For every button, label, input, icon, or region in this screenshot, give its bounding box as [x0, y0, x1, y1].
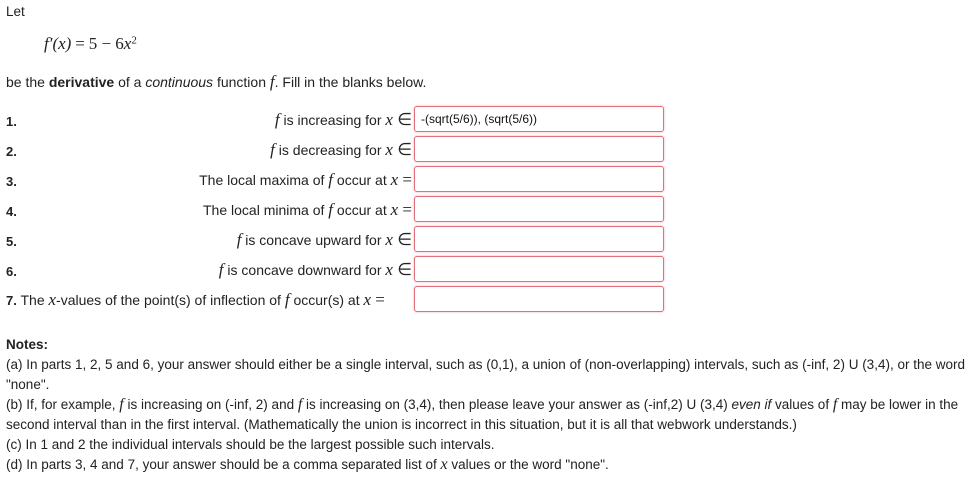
question-label: is decreasing for: [274, 142, 386, 158]
f-symbol: f: [274, 110, 280, 129]
formula-equals: =: [75, 34, 85, 53]
instr-derivative: derivative: [48, 74, 115, 90]
question-number: 3.: [6, 174, 17, 189]
question-label: occur at: [333, 202, 391, 218]
question-prefix: The local minima of: [203, 202, 329, 218]
question-number: 5.: [6, 234, 17, 249]
equals-symbol: =: [398, 170, 412, 189]
note-b-text: (b) If, for example,: [6, 397, 120, 412]
notes-section: [6, 335, 966, 475]
answer-input-4[interactable]: [414, 196, 664, 222]
formula-rhs-exponent: 2: [131, 34, 137, 47]
note-b: [6, 395, 966, 435]
note-b-text: may be lower in the second interval than in the first interval. (Mathematically the union is incorrect in this situation, but it is all that webwork understands.): [6, 397, 959, 432]
instr-continuous: continuous: [145, 74, 214, 90]
question-number: 7.: [6, 293, 17, 308]
formula-rhs-x: x: [123, 34, 132, 53]
question-label: occur(s) at: [289, 292, 364, 308]
answer-input-2[interactable]: [414, 136, 664, 162]
x-symbol: x: [390, 170, 399, 189]
element-of-symbol: ∈: [392, 140, 412, 159]
question-number: 4.: [6, 204, 17, 219]
answer-input-3[interactable]: [414, 166, 664, 192]
formula-lhs: f′(x): [44, 34, 72, 53]
f-symbol: f: [236, 230, 242, 249]
question-7-text: [6, 290, 385, 310]
x-symbol: x: [385, 110, 393, 129]
element-of-symbol: ∈: [392, 260, 412, 279]
x-symbol: x: [48, 290, 57, 309]
f-symbol: f: [328, 170, 334, 189]
formula-rhs-constant: 5 − 6: [88, 34, 124, 53]
note-b-emphasis: even if: [731, 397, 772, 412]
question-number: 6.: [6, 264, 17, 279]
x-symbol: x: [385, 230, 393, 249]
instr-post: . Fill in the blanks below.: [274, 74, 427, 90]
question-label: is concave upward for: [241, 232, 386, 248]
element-of-symbol: ∈: [392, 110, 412, 129]
note-b-text: is increasing on (3,4), then please leave your answer as (-inf,2) U (3,4): [302, 397, 732, 412]
f-symbol: f: [119, 396, 124, 413]
f-symbol: f: [297, 396, 303, 413]
note-d-text: (d) In parts 3, 4 and 7, your answer should be a comma separated list of: [6, 457, 441, 472]
x-symbol: x: [385, 140, 393, 159]
note-a: (a) In parts 1, 2, 5 and 6, your answer should either be a single interval, such as (0,1), a union of (non-overlapping) intervals, such as (-inf, 2) U (3,4), or the word "none".: [6, 357, 965, 392]
note-b-text: is increasing on (-inf, 2) and: [123, 397, 298, 412]
question-5-text: [237, 230, 412, 250]
question-number: 1.: [6, 114, 17, 129]
question-prefix: The local maxima of: [199, 172, 329, 188]
instructions-line: [6, 72, 426, 92]
note-d: [6, 455, 966, 475]
answer-input-6[interactable]: [414, 256, 664, 282]
equals-symbol: =: [371, 290, 385, 309]
instr-function: function: [216, 74, 266, 90]
question-prefix: The: [20, 292, 49, 308]
instr-f: f: [269, 72, 275, 91]
f-symbol: f: [328, 200, 334, 219]
question-1-text: [275, 110, 412, 130]
question-6-text: [219, 260, 412, 280]
question-number: 2.: [6, 144, 17, 159]
x-symbol: x: [390, 200, 399, 219]
instr-of-a: of a: [118, 74, 142, 90]
x-symbol: x: [363, 290, 372, 309]
x-symbol: x: [440, 456, 448, 473]
equals-symbol: =: [398, 200, 412, 219]
question-label: is increasing for: [279, 112, 386, 128]
element-of-symbol: ∈: [392, 230, 412, 249]
instr-pre: be the: [6, 74, 45, 90]
question-3-text: [199, 170, 412, 190]
note-c: (c) In 1 and 2 the individual intervals should be the largest possible such intervals.: [6, 437, 495, 452]
question-2-text: [270, 140, 412, 160]
question-label: occur at: [333, 172, 391, 188]
question-4-text: [203, 200, 412, 220]
f-symbol: f: [832, 396, 838, 413]
let-label: Let: [6, 4, 25, 19]
note-d-text: values or the word "none".: [447, 457, 609, 472]
derivative-formula: [44, 34, 137, 54]
answer-input-7[interactable]: [414, 286, 664, 312]
question-middle: -values of the point(s) of inflection of: [56, 292, 285, 308]
answer-input-1[interactable]: [414, 106, 664, 132]
x-symbol: x: [385, 260, 393, 279]
f-symbol: f: [270, 140, 275, 159]
f-symbol: f: [284, 290, 290, 309]
question-label: is concave downward for: [223, 262, 386, 278]
answer-input-5[interactable]: [414, 226, 664, 252]
f-symbol: f: [218, 260, 224, 279]
notes-title: Notes:: [6, 337, 49, 352]
note-b-text: values of: [771, 397, 833, 412]
